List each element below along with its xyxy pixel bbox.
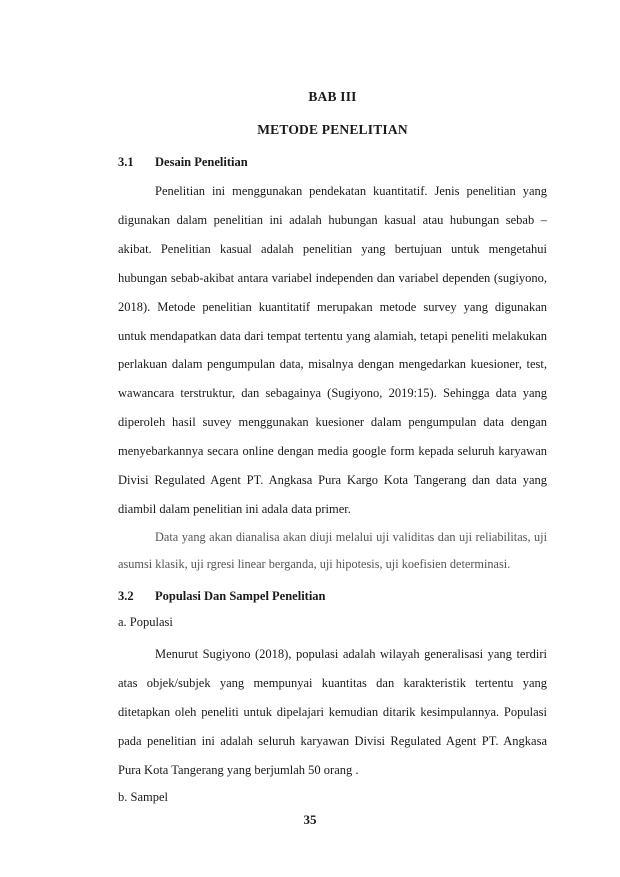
- section-number: 3.2: [118, 589, 134, 603]
- paragraph-text: Penelitian ini menggunakan pendekatan kuantitatif. Jenis penelitian yang digunakan dalam penelitian ini adalah hubungan kasual atau hubungan sebab – akibat. Penelitian kasual adalah penelitian yang bertujuan untuk mengetahui hubungan sebab-akibat antara variabel independen dan variabel dependen (sugiyono, 2018). Metode penelitian kuantitatif merupakan metode survey yang digunakan untuk mendapatkan data dari tempat tertentu yang alamiah, tetapi peneliti melakukan perlakuan dalam pengumpulan data, misalnya dengan mengedarkan kuesioner, test, wawancara terstruktur, dan sebagainya (Sugiyono, 2019:15). Sehingga data yang diperoleh hasil suvey menggunakan kuesioner dalam pengumpulan data dengan menyebarkannya secara online dengan media google form kepada seluruh karyawan Divisi Regulated Agent PT. Angkasa Pura Kargo Kota Tangerang dan data yang diambil dalam penelitian ini adala data primer.: [118, 184, 547, 516]
- paragraph-desain: [118, 177, 547, 524]
- paragraph-analisa: [118, 524, 547, 578]
- paragraph-populasi: [118, 640, 547, 785]
- chapter-heading: BAB III: [308, 89, 357, 104]
- section-title: Desain Penelitian: [155, 155, 248, 169]
- chapter-title: METODE PENELITIAN: [257, 122, 408, 137]
- section-number: 3.1: [118, 155, 134, 169]
- page-number: 35: [303, 812, 317, 827]
- subheading-populasi: a. Populasi: [118, 615, 173, 629]
- section-title: Populasi Dan Sampel Penelitian: [155, 589, 326, 603]
- paragraph-text: Menurut Sugiyono (2018), populasi adalah wilayah generalisasi yang terdiri atas objek/subjek yang mempunyai kuantitas dan karakteristik tertentu yang ditetapkan oleh peneliti untuk dipelajari kemudian ditarik kesimpulannya. Populasi pada penelitian ini adalah seluruh karyawan Divisi Regulated Agent PT. Angkasa Pura Kota Tangerang yang berjumlah 50 orang .: [118, 647, 547, 777]
- subheading-sampel: b. Sampel: [118, 790, 168, 804]
- paragraph-text: Data yang akan dianalisa akan diuji melalui uji validitas dan uji reliabilitas, uji asumsi klasik, uji rgresi linear berganda, uji hipotesis, uji koefisien determinasi.: [118, 530, 547, 571]
